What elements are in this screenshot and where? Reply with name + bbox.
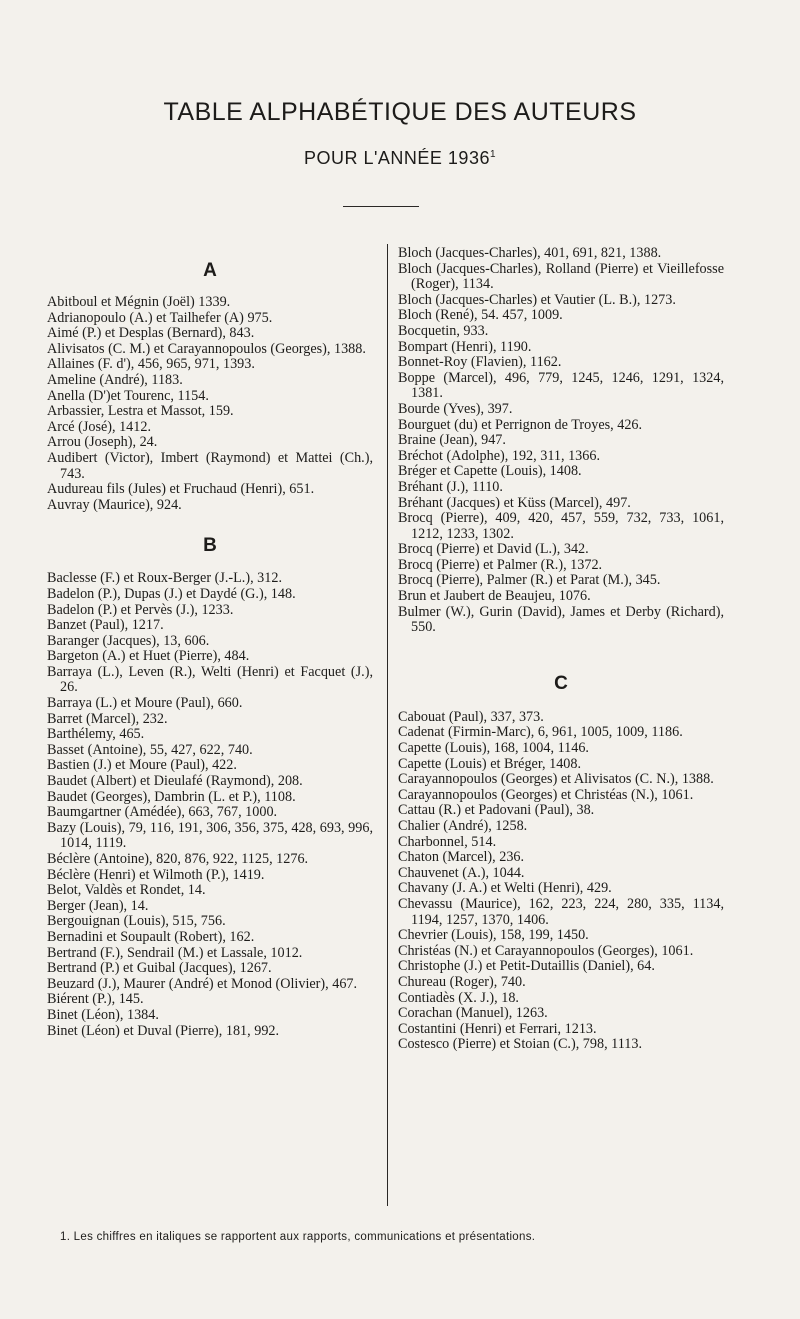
author-entry: Bertrand (F.), Sendrail (M.) et Lassale, 1012. (47, 944, 303, 961)
author-entry: Biérent (P.), 145. (47, 991, 144, 1008)
author-entry: Bourde (Yves), 397. (398, 400, 513, 417)
author-entry: Bloch (Jacques-Charles), 401, 691, 821, 1388. (398, 245, 662, 261)
author-entry: Carayannopoulos (Georges) et Alivisatos (C. N.), 1388. (398, 771, 714, 788)
author-entry: Béclère (Antoine), 820, 876, 922, 1125, 1276. (47, 851, 309, 867)
author-list-a (47, 295, 373, 513)
author-entry: Bréhant (J.), 1110. (398, 478, 503, 495)
author-entry: Brocq (Pierre), 409, 420, 457, 559, 732, 733, 1061, 1212, 1233, 1302. (398, 510, 724, 542)
author-entry: Aimé (P.) et Desplas (Bernard), 843. (47, 325, 255, 342)
author-entry: Christéas (N.) et Carayannopoulos (Georges), 1061. (398, 942, 694, 959)
author-entry: Barraya (L.), Leven (R.), Welti (Henri) et Facquet (J.), 26. (47, 663, 373, 696)
author-list-b (47, 571, 373, 1039)
author-entry: Barraya (L.) et Moure (Paul), 660. (47, 695, 243, 712)
author-entry: Banzet (Paul), 1217. (47, 617, 164, 634)
section-letter-c: C (554, 672, 568, 694)
author-entry: Costantini (Henri) et Ferrari, 1213. (398, 1020, 597, 1037)
author-entry: Chureau (Roger), 740. (398, 973, 526, 990)
author-entry: Badelon (P.), Dupas (J.) et Daydé (G.), 148. (47, 585, 296, 602)
author-entry: Bonnet-Roy (Flavien), 1162. (398, 354, 562, 371)
author-entry: Chauvenet (A.), 1044. (398, 864, 525, 881)
author-entry: Carayannopoulos (Georges) et Christéas (N.), 1061. (398, 786, 694, 803)
author-entry: Arrou (Joseph), 24. (47, 434, 158, 451)
author-entry: Bréchot (Adolphe), 192, 311, 1366. (398, 447, 601, 464)
author-entry: Baudet (Albert) et Dieulafé (Raymond), 208. (47, 773, 303, 790)
author-entry: Bocquetin, 933. (398, 322, 489, 339)
author-entry: Capette (Louis) et Bréger, 1408. (398, 755, 582, 772)
author-entry: Berger (Jean), 14. (47, 897, 149, 914)
author-entry: Badelon (P.) et Pervès (J.), 1233. (47, 601, 234, 618)
author-list-c (398, 710, 724, 1053)
author-entry: Capette (Louis), 168, 1004, 1146. (398, 740, 589, 757)
author-entry: Chevassu (Maurice), 162, 223, 224, 280, 335, 1134, 1194, 1257, 1370, 1406. (398, 895, 724, 928)
author-entry: Anella (D')et Tourenc, 1154. (47, 387, 209, 404)
author-entry: Chevrier (Louis), 158, 199, 1450. (398, 927, 589, 944)
author-entry: Béclère (Henri) et Wilmoth (P.), 1419. (47, 866, 265, 883)
author-entry: Corachan (Manuel), 1263. (398, 1005, 548, 1022)
footnote: 1. Les chiffres en italiques se rapportent aux rapports, communications et présentations. (60, 1231, 536, 1243)
author-entry: Baumgartner (Amédée), 663, 767, 1000. (47, 804, 278, 821)
author-entry: Baranger (Jacques), 13, 606. (47, 632, 210, 649)
author-entry: Bulmer (W.), Gurin (David), James et Derby (Richard), 550. (398, 603, 724, 636)
author-entry: Brocq (Pierre), Palmer (R.) et Parat (M.), 345. (398, 572, 661, 589)
author-entry: Barthélemy, 465. (47, 726, 145, 743)
author-entry: Bloch (Jacques-Charles) et Vautier (L. B.), 1273. (398, 291, 676, 308)
author-entry: Belot, Valdès et Rondet, 14. (47, 882, 206, 899)
author-entry: Barret (Marcel), 232. (47, 710, 168, 727)
author-entry: Baclesse (F.) et Roux-Berger (J.-L.), 312. (47, 570, 283, 587)
author-entry: Bréhant (Jacques) et Küss (Marcel), 497. (398, 494, 631, 511)
author-entry: Baudet (Georges), Dambrin (L. et P.), 1108. (47, 788, 296, 805)
section-letter-a: A (203, 260, 217, 281)
author-entry: Braine (Jean), 947. (398, 432, 506, 449)
author-entry: Bompart (Henri), 1190. (398, 338, 532, 355)
author-entry: Bastien (J.) et Moure (Paul), 422. (47, 757, 237, 774)
author-entry: Chalier (André), 1258. (398, 818, 528, 834)
author-entry: Bazy (Louis), 79, 116, 191, 306, 356, 375, 428, 693, 996, 1014, 1119. (47, 819, 373, 852)
author-entry: Christophe (J.) et Petit-Dutaillis (Daniel), 64. (398, 958, 655, 975)
author-entry: Allaines (F. d'), 456, 965, 971, 1393. (47, 356, 255, 373)
footnote-marker: 1 (489, 149, 497, 160)
author-entry: Auvray (Maurice), 924. (47, 496, 182, 513)
author-entry: Brocq (Pierre) et Palmer (R.), 1372. (398, 556, 603, 573)
author-entry: Brun et Jaubert de Beaujeu, 1076. (398, 588, 591, 605)
author-entry: Cadenat (Firmin-Marc), 6, 961, 1005, 1009, 1186. (398, 724, 683, 741)
author-entry: Chaton (Marcel), 236. (398, 849, 525, 866)
column-divider (387, 244, 388, 1206)
author-entry: Alivisatos (C. M.) et Carayannopoulos (Georges), 1388. (47, 340, 366, 357)
author-entry: Arcé (José), 1412. (47, 418, 152, 435)
author-entry: Contiadès (X. J.), 18. (398, 989, 519, 1006)
author-entry: Beuzard (J.), Maurer (André) et Monod (Olivier), 467. (47, 975, 358, 992)
author-entry: Bertrand (P.) et Guibal (Jacques), 1267. (47, 960, 272, 977)
author-entry: Bréger et Capette (Louis), 1408. (398, 463, 582, 480)
author-entry: Audureau fils (Jules) et Fruchaud (Henri), 651. (47, 481, 315, 498)
author-entry: Abitboul et Mégnin (Joël) 1339. (47, 294, 231, 310)
author-entry: Audibert (Victor), Imbert (Raymond) et Mattei (Ch.), 743. (47, 449, 373, 482)
author-entry: Chavany (J. A.) et Welti (Henri), 429. (398, 880, 612, 897)
author-entry: Brocq (Pierre) et David (L.), 342. (398, 541, 589, 558)
left-column (47, 246, 373, 1039)
author-entry: Bergouignan (Louis), 515, 756. (47, 913, 226, 930)
author-list-b-continued (398, 246, 724, 636)
section-letter-b: B (203, 535, 217, 557)
page-subtitle (0, 148, 800, 169)
author-entry: Ameline (André), 1183. (47, 371, 183, 388)
page-title: TABLE ALPHABÉTIQUE DES AUTEURS (163, 98, 637, 126)
author-entry: Binet (Léon) et Duval (Pierre), 181, 992. (47, 1022, 280, 1039)
author-entry: Bourguet (du) et Perrignon de Troyes, 426. (398, 416, 643, 433)
author-entry: Costesco (Pierre) et Stoian (C.), 798, 1113. (398, 1036, 643, 1053)
author-entry: Bargeton (A.) et Huet (Pierre), 484. (47, 648, 250, 665)
author-entry: Basset (Antoine), 55, 427, 622, 740. (47, 741, 253, 758)
author-entry: Bloch (René), 54. 457, 1009. (398, 307, 563, 324)
title-rule (343, 206, 419, 207)
subtitle-text: POUR L'ANNÉE 1936 (303, 148, 490, 168)
author-entry: Binet (Léon), 1384. (47, 1006, 159, 1023)
author-entry: Adrianopoulo (A.) et Tailhefer (A) 975. (47, 309, 273, 326)
author-entry: Charbonnel, 514. (398, 833, 497, 850)
author-entry: Cattau (R.) et Padovani (Paul), 38. (398, 802, 595, 819)
author-entry: Cabouat (Paul), 337, 373. (398, 708, 544, 725)
author-entry: Bernadini et Soupault (Robert), 162. (47, 928, 255, 945)
author-entry: Boppe (Marcel), 496, 779, 1245, 1246, 1291, 1324, 1381. (398, 369, 724, 402)
author-entry: Arbassier, Lestra et Massot, 159. (47, 403, 234, 420)
right-column (398, 246, 724, 1053)
author-entry: Bloch (Jacques-Charles), Rolland (Pierre) et Vieillefosse (Roger), 1134. (398, 260, 724, 293)
